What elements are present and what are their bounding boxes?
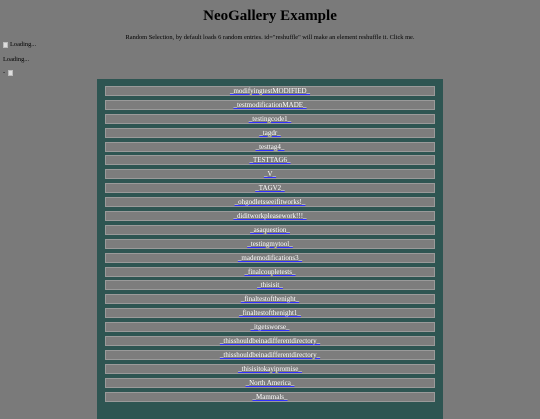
small-image-row (3, 69, 15, 76)
gallery-item-link[interactable]: _V_ (263, 170, 277, 179)
gallery-item-link[interactable]: _finalcoupletests_ (244, 267, 296, 276)
gallery-item-link[interactable]: _itgetsworse_ (250, 323, 290, 332)
broken-image-icon (3, 42, 8, 48)
small-image-dash: - (3, 69, 6, 76)
gallery-item (105, 336, 435, 346)
gallery-item (105, 183, 435, 193)
gallery-item (105, 155, 435, 165)
gallery-panel (97, 79, 443, 419)
reshuffle-description[interactable]: Random Selection, by default loads 6 random entries. id="reshuffle" will make an element reshuffle it. Click me. (125, 34, 415, 41)
gallery-item (105, 100, 435, 110)
gallery-item (105, 142, 435, 152)
gallery-item (105, 378, 435, 388)
gallery-item (105, 267, 435, 277)
gallery-item (105, 197, 435, 207)
gallery-item (105, 253, 435, 263)
gallery-item (105, 114, 435, 124)
gallery-item-link[interactable]: _thisisitokayipromise_ (238, 364, 302, 373)
gallery-item-link[interactable]: _testmodificationMADE_ (233, 100, 307, 109)
loading-image (3, 41, 36, 48)
loading-image-alt: Loading... (10, 41, 37, 48)
gallery-item-link[interactable]: _thisshouldbeinadifferentdirectory_ (219, 350, 321, 359)
gallery-item-link[interactable]: _finaltestofthenight1_ (239, 309, 301, 318)
gallery-item (105, 169, 435, 179)
gallery-item-link[interactable]: _TESTTAG6_ (249, 156, 291, 165)
gallery-item-link[interactable]: _asaquestion_ (250, 225, 290, 234)
gallery-item (105, 294, 435, 304)
gallery-item (105, 322, 435, 332)
gallery-list (105, 86, 435, 402)
gallery-item (105, 128, 435, 138)
gallery-item (105, 350, 435, 360)
gallery-item (105, 364, 435, 374)
gallery-item-link[interactable]: _testtag4_ (255, 142, 285, 151)
page-title: NeoGallery Example (203, 8, 337, 24)
gallery-item-link[interactable]: _modifyingtestMODIFIED_ (229, 87, 311, 95)
gallery-item-link[interactable]: _ohgodletsseeifitworks!_ (234, 198, 306, 207)
gallery-item-link[interactable]: _tagdr_ (259, 128, 281, 137)
gallery-item (105, 280, 435, 290)
gallery-item-link[interactable]: _testingmytool_ (247, 239, 293, 248)
gallery-item-link[interactable]: _North America_ (245, 378, 295, 387)
loading-text: Loading... (3, 56, 30, 63)
gallery-item (105, 392, 435, 402)
gallery-item-link[interactable]: _Mammals_ (252, 392, 288, 401)
gallery-item-link[interactable]: _testingcode1_ (248, 114, 292, 123)
gallery-item-link[interactable]: _diditworkpleasework!!!_ (233, 212, 307, 221)
gallery-item-link[interactable]: _TAGV2_ (255, 184, 285, 193)
gallery-item (105, 86, 435, 96)
gallery-item (105, 239, 435, 249)
gallery-item-link[interactable]: _mademodifications3_ (237, 253, 303, 262)
gallery-item-link[interactable]: _thisshouldbeinadifferentdirectory_ (219, 337, 321, 346)
broken-image-icon (8, 70, 13, 76)
gallery-item (105, 225, 435, 235)
gallery-item (105, 211, 435, 221)
gallery-item (105, 308, 435, 318)
gallery-item-link[interactable]: _thisisit_ (257, 281, 283, 290)
gallery-item-link[interactable]: _finaltestofthenight_ (240, 295, 300, 304)
